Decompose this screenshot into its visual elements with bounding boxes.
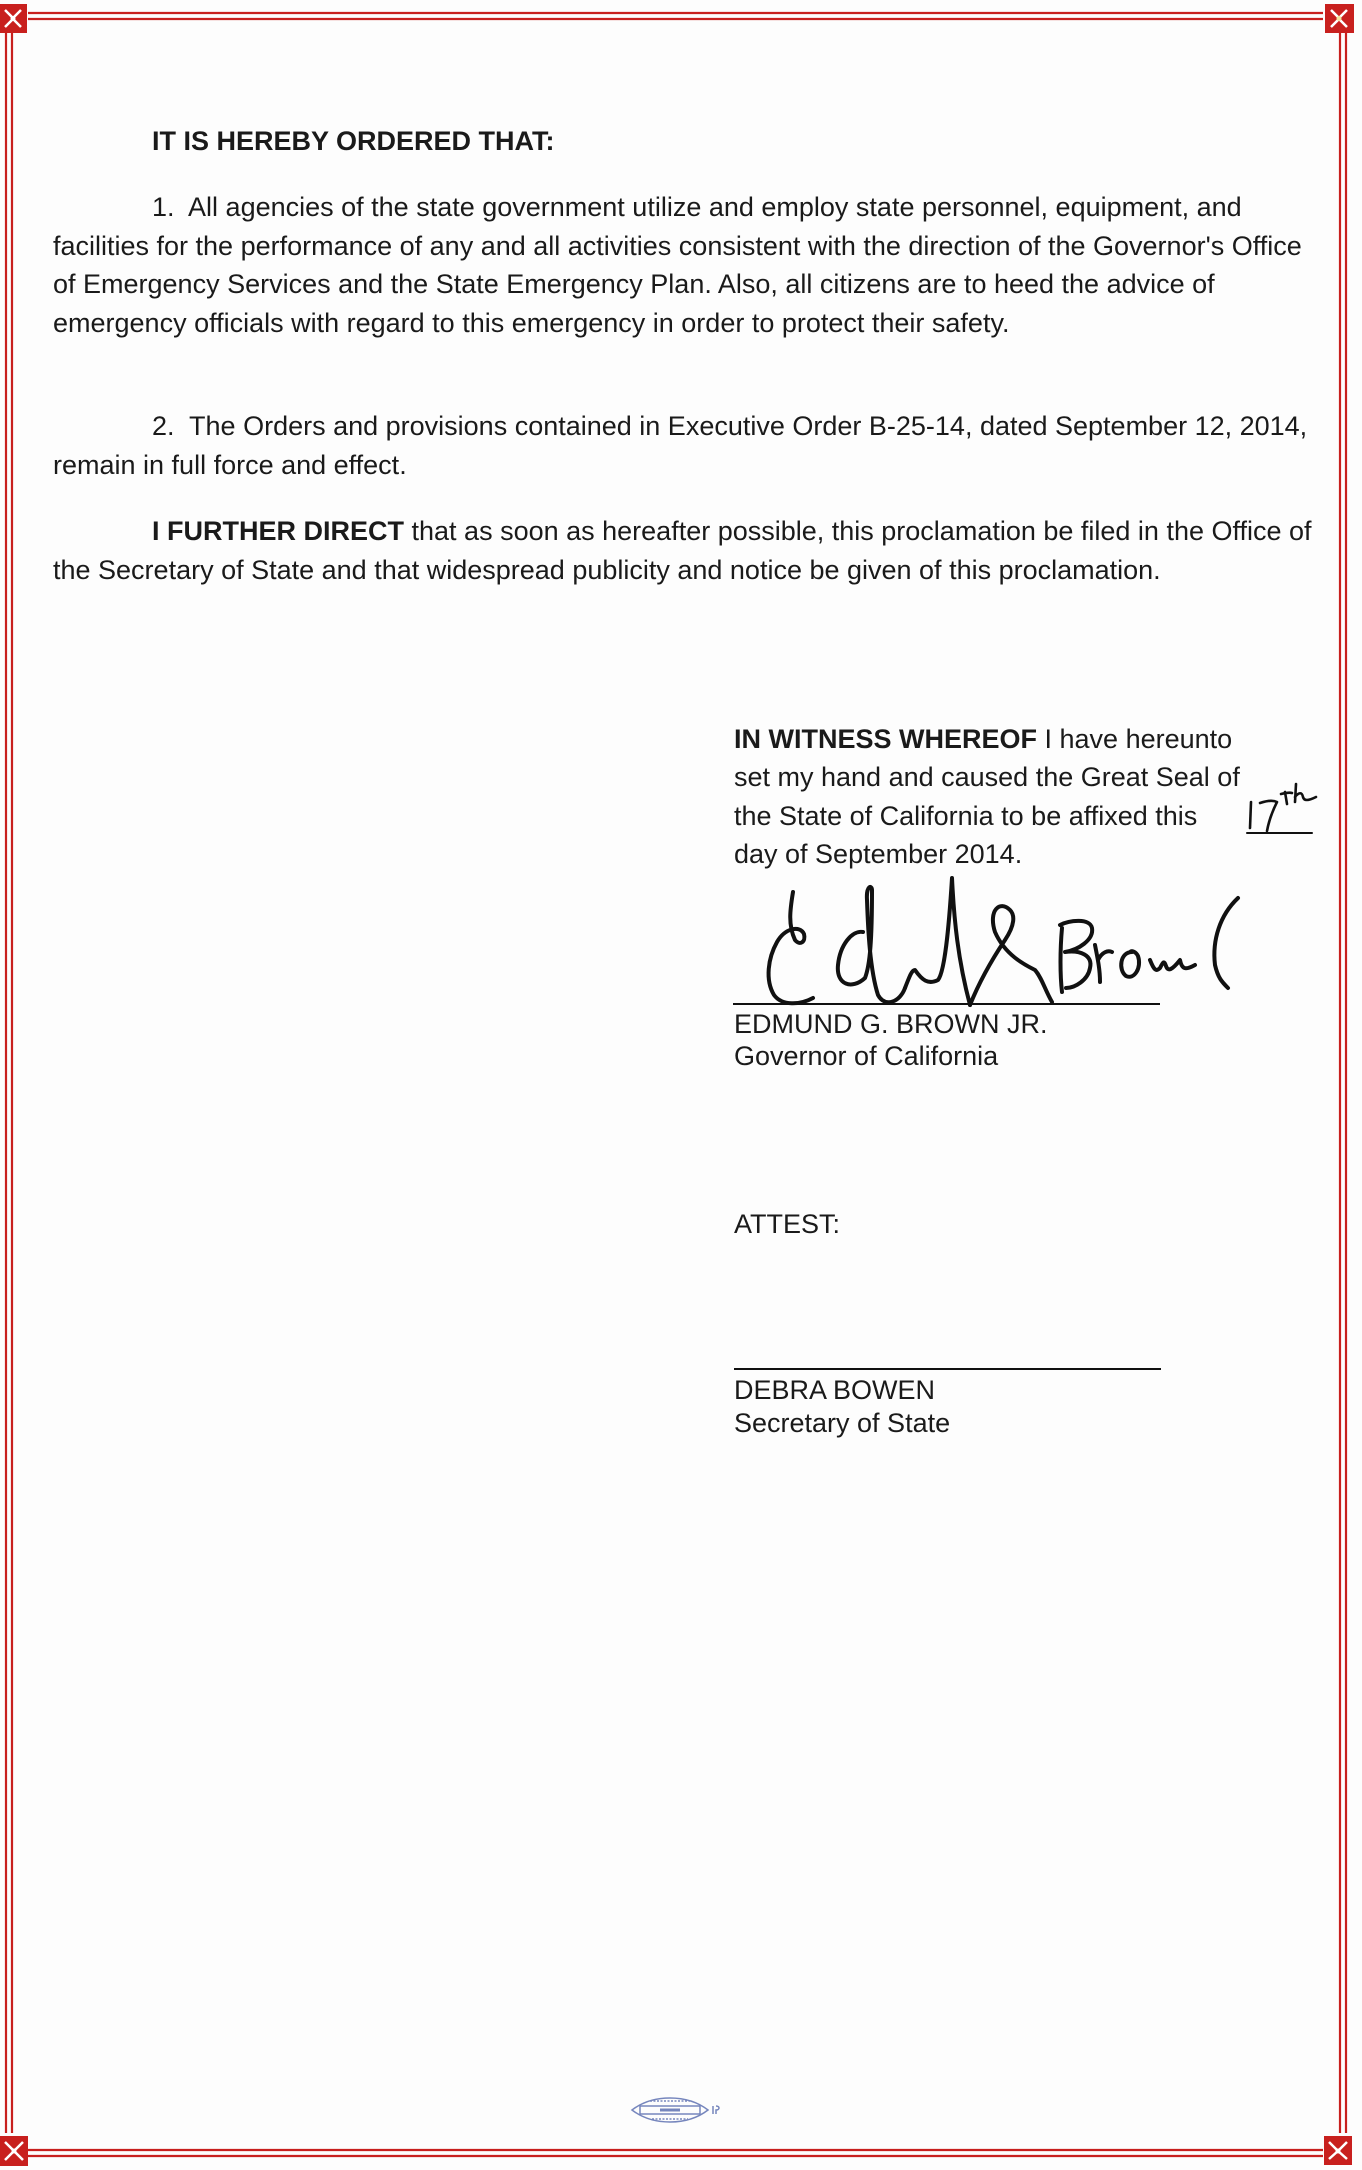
corner-ornament-top-left [0,4,27,33]
further-direct-text: that as soon as hereafter possible, this proclamation be filed in the Office of the Secretary of State and that widespread publicity and notice be given of this proclamation. [53,516,1312,585]
paragraph-number: 1. [152,192,175,222]
attest-name: DEBRA BOWEN [734,1375,936,1405]
governor-signature-line [733,1003,1160,1005]
union-bug-emblem [630,2095,722,2125]
witness-line-2: set my hand and caused the Great Seal of [734,762,1240,793]
further-direct-paragraph [53,512,1313,589]
witness-line-1-text: I have hereunto [1044,724,1233,754]
further-direct-lead: I FURTHER DIRECT [152,516,404,546]
paragraph-text: All agencies of the state government utilize and employ state personnel, equipment, and facilities for the performance of any and all activities consistent with the direction of the Governor's Office of Emergency Services and the State Emergency Plan. Also, all citizens are to heed the advice of emergency officials with regard to this emergency in order to protect their safety. [53,192,1302,338]
witness-line-4: day of September 2014. [734,838,1023,869]
paragraph-text: The Orders and provisions contained in Executive Order B-25-14, dated September 12, 2014, remain in full force and effect. [53,411,1308,480]
order-paragraph-2 [53,407,1313,484]
attest-signature-line [734,1368,1161,1370]
attest-title: Secretary of State [734,1408,951,1438]
paragraph-number: 2. [152,411,175,441]
corner-ornament-bottom-left [0,2136,28,2166]
governor-signature [760,870,1315,1020]
witness-line-3-text: the State of California to be affixed this [734,800,1198,831]
order-heading: IT IS HEREBY ORDERED THAT: [152,126,555,156]
corner-ornament-top-right [1325,4,1354,33]
handwritten-day [1240,780,1325,838]
attest-label: ATTEST: [734,1209,841,1239]
witness-lead: IN WITNESS WHEREOF [734,724,1037,754]
governor-name: EDMUND G. BROWN JR. [734,1009,1048,1039]
witness-line-1 [734,720,1334,758]
governor-title: Governor of California [734,1041,999,1071]
corner-ornament-bottom-right [1324,2136,1352,2165]
order-paragraph-1 [53,188,1313,342]
